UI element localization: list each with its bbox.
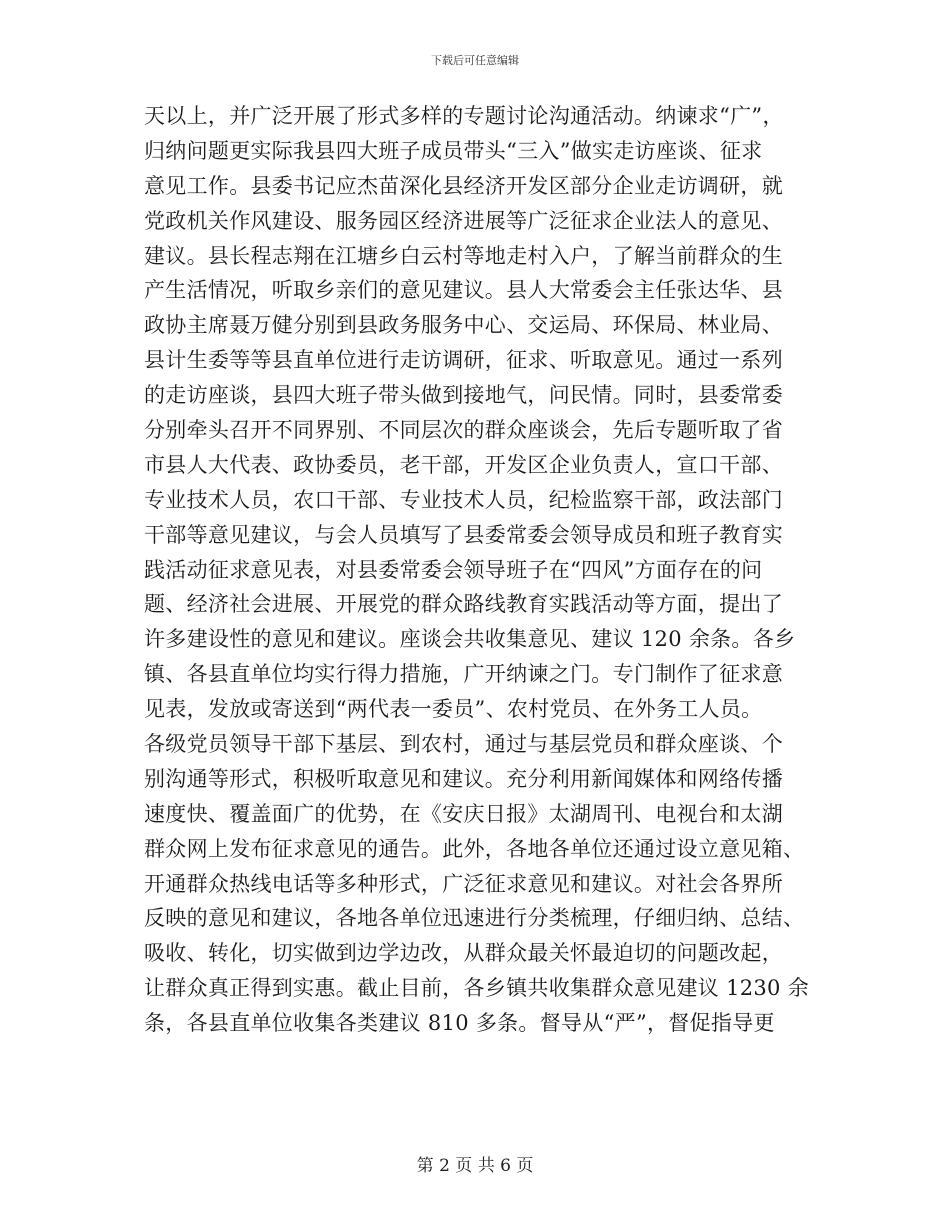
body-line: 各级党员领导干部下基层、到农村，通过与基层党员和群众座谈、个: [144, 732, 783, 757]
body-line: 产生活情况，听取乡亲们的意见建议。县人大常委会主任张达华、县: [144, 278, 783, 303]
body-line: 见表，发放或寄送到“两代表一委员”、农村党员、在外务工人员。: [144, 697, 763, 722]
body-line: 吸收、转化，切实做到边学边改，从群众最关怀最迫切的问题改起，: [144, 941, 783, 966]
body-line: 政协主席聂万健分别到县政务服务中心、交运局、环保局、林业局、: [144, 313, 783, 338]
body-line: 群众网上发布征求意见的通告。此外，各地各单位还通过设立意见箱、: [144, 836, 805, 861]
body-line: 践活动征求意见表，对县委常委会领导班子在“四风”方面存在的问: [144, 557, 763, 582]
body-line: 的走访座谈，县四大班子带头做到接地气，问民情。同时，县委常委: [144, 383, 783, 408]
body-line: 归纳问题更实际我县四大班子成员带头“三入”做实走访座谈、征求: [144, 138, 763, 163]
body-line: 分别牵头召开不同界别、不同层次的群众座谈会，先后专题听取了省: [144, 418, 783, 443]
body-line: 市县人大代表、政协委员，老干部，开发区企业负责人，宣口干部、: [144, 452, 783, 477]
body-line: 条，各县直单位收集各类建议 810 多条。督导从“严”，督促指导更: [144, 1011, 775, 1036]
body-line: 党政机关作风建设、服务园区经济进展等广泛征求企业法人的意见、: [144, 208, 783, 233]
body-line: 开通群众热线电话等多种形式，广泛征求意见和建议。对社会各界所: [144, 871, 783, 896]
body-line: 反映的意见和建议，各地各单位迅速进行分类梳理，仔细归纳、总结、: [144, 906, 805, 931]
body-line: 题、经济社会进展、开展党的群众路线教育实践活动等方面，提出了: [144, 592, 783, 617]
body-line: 专业技术人员，农口干部、专业技术人员，纪检监察干部，政法部门: [144, 487, 783, 512]
body-line: 天以上，并广泛开展了形式多样的专题讨论沟通活动。纳谏求“广”，: [144, 104, 784, 128]
page-header: 下载后可任意编辑: [431, 54, 519, 67]
body-text: [144, 99, 809, 1041]
body-line: 速度快、覆盖面广的优势，在《安庆日报》太湖周刊、电视台和太湖: [144, 801, 783, 826]
body-line: 干部等意见建议，与会人员填写了县委常委会领导成员和班子教育实: [144, 522, 783, 547]
body-line: 建议。县长程志翔在江塘乡白云村等地走村入户，了解当前群众的生: [144, 243, 783, 268]
body-line: 县计生委等等县直单位进行走访调研，征求、听取意见。通过一系列: [144, 348, 783, 373]
body-line: 镇、各县直单位均实行得力措施，广开纳谏之门。专门制作了征求意: [144, 662, 783, 687]
body-line: 让群众真正得到实惠。截止目前，各乡镇共收集群众意见建议 1230 余: [144, 976, 809, 1001]
body-line: 许多建设性的意见和建议。座谈会共收集意见、建议 120 余条。各乡: [144, 627, 796, 652]
body-line: 意见工作。县委书记应杰苗深化县经济开发区部分企业走访调研，就: [144, 173, 783, 198]
page-number: 第 2 页 共 6 页: [416, 1156, 534, 1176]
body-line: 别沟通等形式，积极听取意见和建议。充分利用新闻媒体和网络传播: [144, 766, 783, 791]
